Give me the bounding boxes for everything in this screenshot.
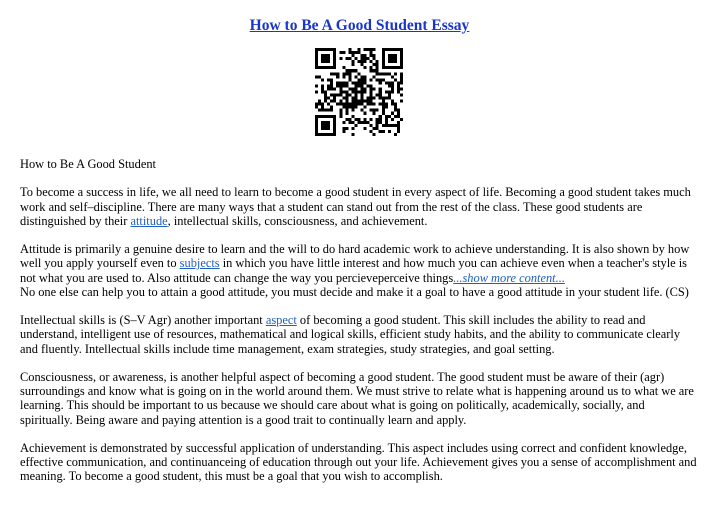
essay-body xyxy=(20,157,700,498)
p1-text-a: To become a success in life, we all need to learn to become a good student in every aspect of life. Becoming a good student takes much work and self–discipline. There are many ways that a student can stand out from the rest of the class. These good students are distinguished by their xyxy=(20,185,691,228)
title-link[interactable]: How to Be A Good Student Essay xyxy=(249,17,470,34)
p3-text-a: Intellectual skills is (S–V Agr) another important xyxy=(20,313,266,328)
p2-text-c: No one else can help you to attain a good attitude, you must decide and make it a goal to have a good attitude in your student life. (CS) xyxy=(20,284,689,299)
show-more-link[interactable]: ...show more content... xyxy=(453,270,565,285)
page-title xyxy=(0,17,719,35)
aspect-link[interactable]: aspect xyxy=(265,313,297,328)
essay-subtitle: How to Be A Good Student xyxy=(20,157,156,171)
paragraph-5: Achievement is demonstrated by successful application of understanding. This aspect includes using correct and confident knowledge, effective communication, and continuanceing of education through out your life. Achievement gives you a sense of accomplishment and meaning. To become a good student, this must be a goal that you wish to accomplish. xyxy=(20,440,697,484)
p2-text-a: Attitude is primarily a genuine desire to learn and the will to do hard academic work to achieve understanding. It is also shown by how well you apply yourself even to xyxy=(20,242,690,271)
paragraph-3 xyxy=(20,313,700,356)
subjects-link[interactable]: subjects xyxy=(179,256,220,271)
p1-text-b: , intellectual skills, consciousness, and achievement. xyxy=(167,213,428,228)
paragraph-4: Consciousness, or awareness, is another helpful aspect of becoming a good student. The good student must be aware of their (agr) surroundings and know what is going on in the world around them. We must strive to relate what is happening around us to what we are learning. This should be important to us because we should care about what is going on politically, academically, socially, and spiritually. Being aware and paying attention is a good trait to continually learn and apply. xyxy=(20,369,694,427)
p3-text-b: of becoming a good student. This skill includes the ability to read and understand, intelligent use of resources, mathematical and logical skills, efficient study habits, and the ability to communicate clearly and fluently. Intellectual skills include time management, exam strategies, study strategies, and goal setting. xyxy=(20,313,681,356)
qr-code-icon xyxy=(315,48,403,136)
paragraph-2 xyxy=(20,242,700,299)
paragraph-1 xyxy=(20,185,700,228)
attitude-link[interactable]: attitude xyxy=(130,213,168,228)
p2-text-b: in which you have little interest and how much you can achieve even when a teacher's style is not what you are used to. Also attitude can change the way you percieveperceive things xyxy=(20,256,688,285)
